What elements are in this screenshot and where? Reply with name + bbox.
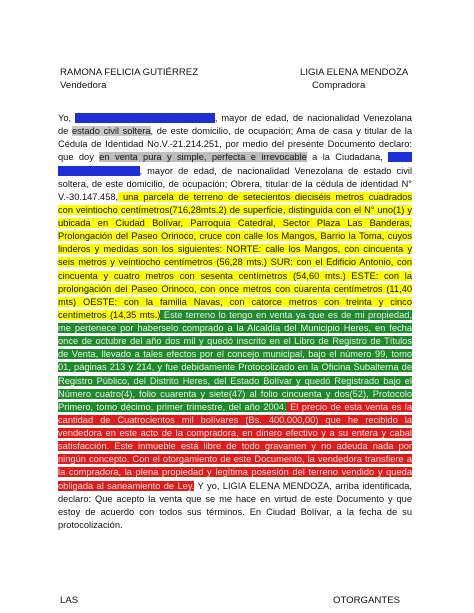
text-seller-nationality: , mayor de edad, de nacionalidad Venezolana de [58, 113, 412, 137]
text-buyer-details: , mayor de edad, de nacionalidad Venezolana de estado civil soltera, de este domicilio, de ocupación; Obrera, titular de la cédula de identidad N° V.-30.147.458, [58, 165, 413, 202]
text-seller-details: , de este domicilio, de ocupación; Ama de casa y titular de la Cédula de Identidad No.V.-21.214.251, por medio del presente Documento declaro: que doy [58, 126, 412, 163]
buyer-role: Compradora [312, 80, 366, 91]
text-intro: Yo, [58, 113, 72, 123]
ownership-history-highlight: Este terreno lo tengo en venta ya que es de mi propiedad, me pertenece por haberselo comprado a la Alcaldía del Municipio Heres, en fecha once de octubre del año dos mil y quedó inscrito en el Libro de Registro de Títulos de Venta, llevado a tales efectos por el concejo municipal, bajo el número 99, tomo 01, páginas 213 y 214, y fue debidamente Protocolizado en la Oficina Subalterna de Registro Público, del Distrito Heres, del Estado Bolívar y quedó Registrado bajo el Número cuatro(4), folio cuarenta y siete(47) al folio cincuenta y dos(52), Protocolo Primero, tomo décimo, primer trimestre, del año 2004. [58, 309, 412, 412]
civil-status-highlight: estado civil soltera [71, 126, 151, 137]
buyer-name: LIGIA ELENA MENDOZA [300, 67, 409, 78]
text-to-citizen: a la Ciudadana, [306, 152, 383, 163]
price-payment-highlight: El precio de esta venta es la cantidad de Cuatrocientos mil bolívares (Bs. 400.000,00) que he recibido la vendedora en este acto de la compradora, en dinero efectivo y a su entera y cabal satisfacción. Este inmueble está libre de todo gravamen y no adeuda nada por ningún concepto. Con el otorgamiento de este Documento, la vendedora transfiere a la compradora, la plena propiedad y legítima posesión del terreno vendido y queda obligada al saneamiento de Ley. [58, 401, 412, 491]
footer-right-label: OTORGANTES [333, 595, 400, 606]
seller-name: RAMONA FELICIA GUTIÉRREZ [60, 67, 199, 78]
seller-name-highlight: ROSALBA FELICIA GUTIÉRREZ [75, 113, 215, 123]
seller-role: Vendedora [60, 80, 107, 91]
contract-body [58, 112, 412, 532]
buyer-name-highlight: LIGIA ELENA MENDOZA [58, 152, 413, 176]
sale-type-highlight: en venta pura y simple, perfecta e irrevocable [99, 152, 307, 163]
footer-left-label: LAS [60, 595, 79, 606]
text-acceptance: Y yo, LIGIA ELENA MENDOZA, arriba identificada, declaro: Que acepto la venta que se me hace en virtud de este Documento y que estoy de acuerdo con todos sus términos. En Ciudad Bolívar, a la fecha de su protocolización. [58, 480, 412, 530]
property-description-highlight: una parcela de terreno de setecientos dieciséis metros cuadrados con veintiocho centímetros(716,28mts.2) de superficie, distinguida con el N° uno(1) y ubicada en Ciudad Bolívar, Parroquia Catedral, Sector Plaza Las Banderas, Prolongación del Paseo Orinoco, cruce con calle los Mangos, Barrio la Toma, cuyos linderos y medidas son los siguientes: NORTE: calle los Mangos, con cincuenta y seis metros y veintiocho centímetros (56,28 mts.) SUR: con el Edificio Antonio, con cincuenta y cuatro metros con sesenta centímetros (54,60 mts.) ESTE: con la prolongación del Paseo Orinoco, con once metros con cuarenta centímetros (11,40 mts) OESTE: con la familia Navas, con catorce metros con treinta y cinco centímetros (14,35 mts.) [58, 191, 412, 320]
